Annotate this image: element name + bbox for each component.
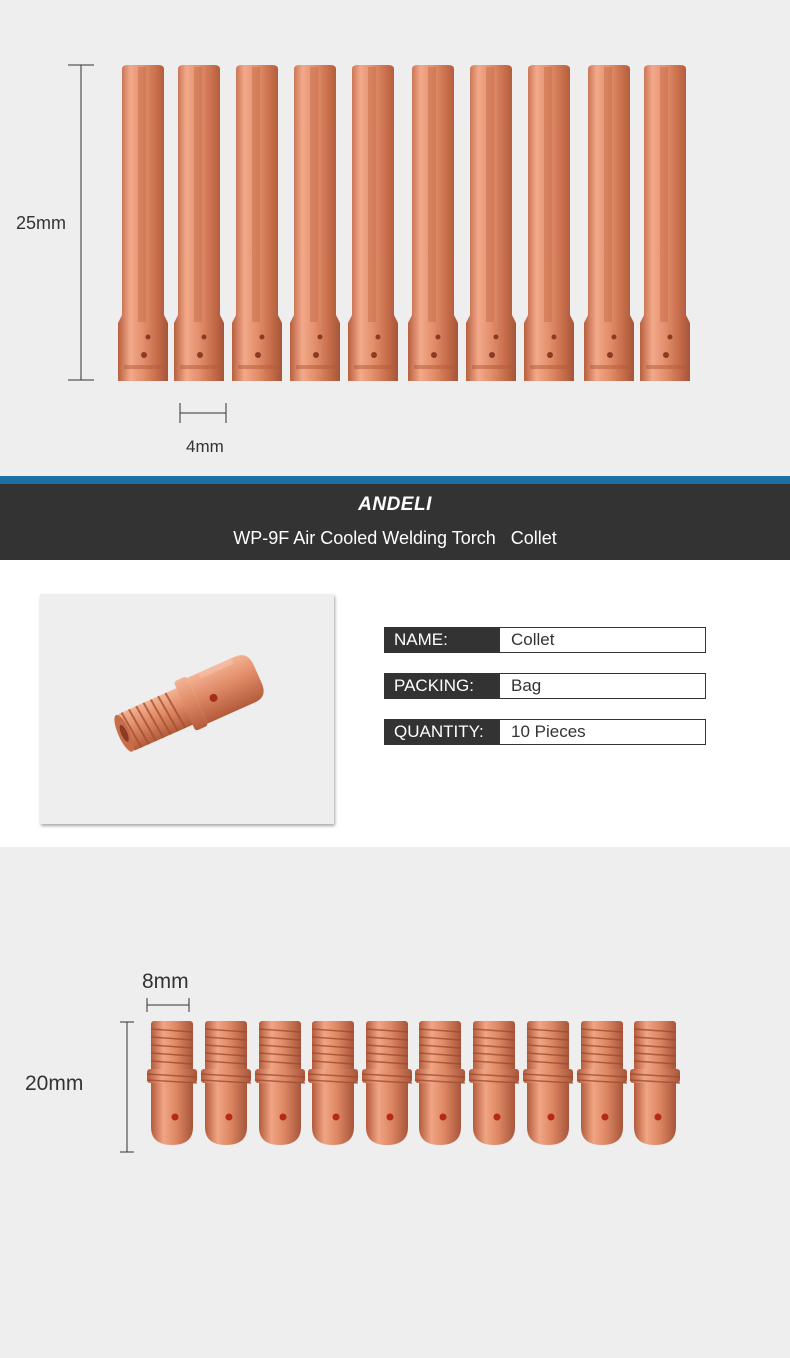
collet-closeup-illustration — [40, 594, 334, 824]
long-collet-5 — [348, 65, 398, 381]
long-collet-10 — [640, 65, 690, 381]
short-collet-5 — [362, 1021, 412, 1145]
short-collet-4 — [308, 1021, 358, 1145]
short-collet-7 — [469, 1021, 519, 1145]
short-collet-6 — [415, 1021, 465, 1145]
spec-row-packing — [384, 673, 706, 699]
short-collet-2 — [201, 1021, 251, 1145]
short-collet-1 — [147, 1021, 197, 1145]
product-title: WP-9F Air Cooled Welding Torch Collet — [233, 528, 557, 548]
spec-value-quantity: 10 Pieces — [500, 720, 705, 744]
short-collets-illustration — [0, 847, 790, 1358]
thread-width-dimension-label: 8mm — [142, 970, 189, 993]
long-collet-8 — [524, 65, 574, 381]
spec-value-name: Collet — [500, 628, 705, 652]
short-collet-8 — [523, 1021, 573, 1145]
short-collet-9 — [577, 1021, 627, 1145]
long-collet-1 — [118, 65, 168, 381]
spec-label-packing: PACKING: — [385, 674, 500, 698]
long-collet-6 — [408, 65, 458, 381]
long-collet-3 — [232, 65, 282, 381]
spec-row-quantity — [384, 719, 706, 745]
spec-label-quantity: QUANTITY: — [385, 720, 500, 744]
short-collet-10 — [630, 1021, 680, 1145]
short-collets-photo-section — [0, 847, 790, 1358]
long-collet-9 — [584, 65, 634, 381]
long-collets-illustration — [0, 0, 790, 476]
spec-label-name: NAME: — [385, 628, 500, 652]
thread-height-dimension-label: 20mm — [25, 1072, 84, 1095]
spec-row-name — [384, 627, 706, 653]
brand-logo: ANDELI — [358, 494, 432, 515]
product-photo — [40, 594, 334, 824]
long-collets-photo-section — [0, 0, 790, 476]
height-dimension-label: 25mm — [16, 213, 67, 233]
long-collet-7 — [466, 65, 516, 381]
width-dimension-label: 4mm — [186, 437, 224, 456]
accent-stripe — [0, 476, 790, 484]
long-collet-4 — [290, 65, 340, 381]
short-collet-3 — [255, 1021, 305, 1145]
spec-value-packing: Bag — [500, 674, 705, 698]
long-collet-2 — [174, 65, 224, 381]
